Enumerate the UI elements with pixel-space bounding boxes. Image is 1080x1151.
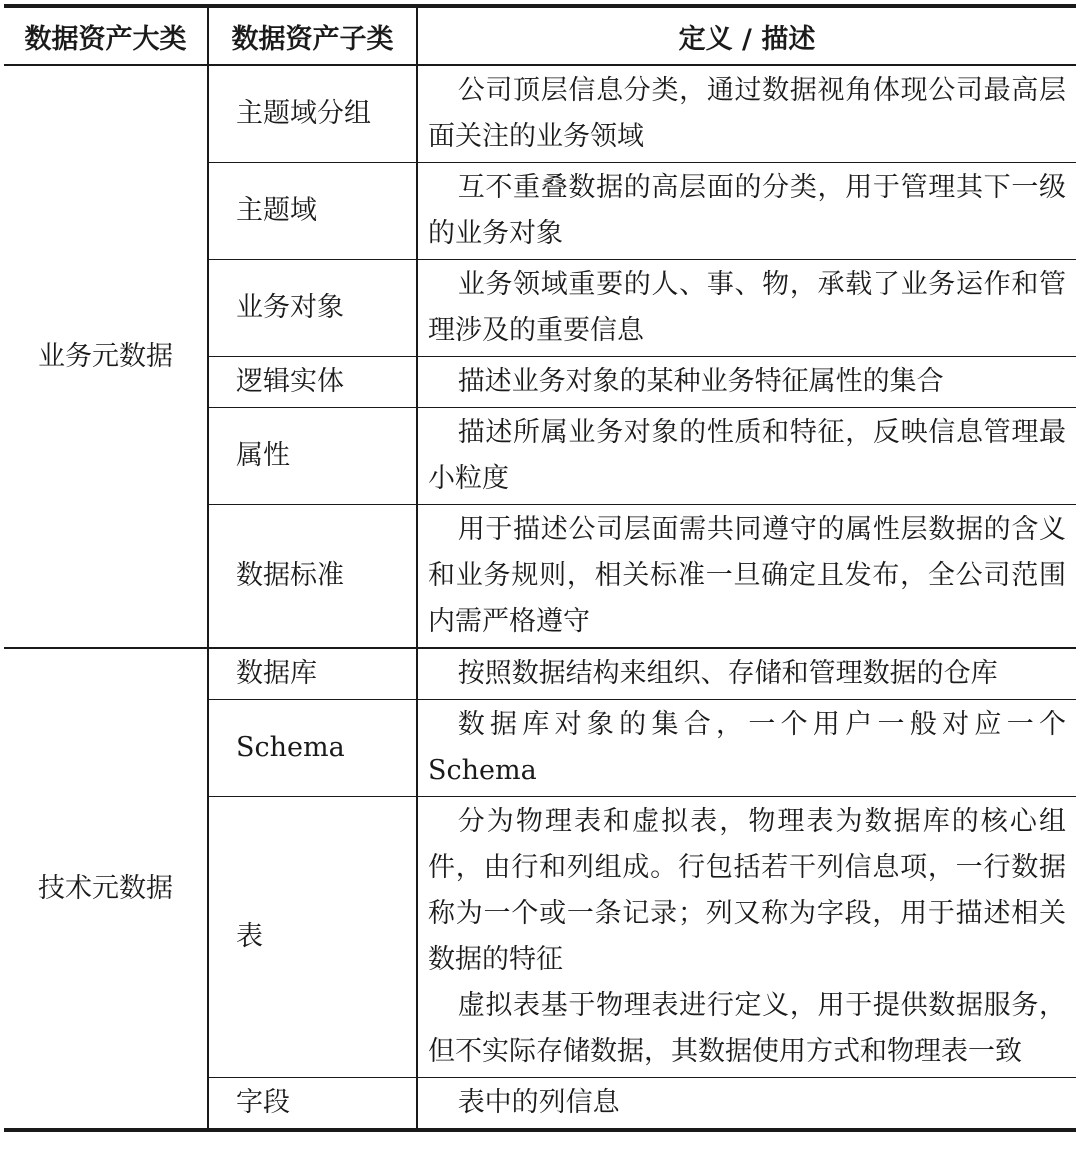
subcategory-cell: 字段 (208, 1078, 417, 1131)
subcategory-cell: 表 (208, 797, 417, 1078)
subcategory-cell: 主题域分组 (208, 65, 417, 163)
category-cell-technical: 技术元数据 (4, 648, 208, 1130)
description-cell (417, 505, 1076, 649)
description-cell (417, 648, 1076, 700)
metadata-classification-table (4, 4, 1076, 1132)
subcategory-cell: 数据库 (208, 648, 417, 700)
subcategory-cell: 主题域 (208, 163, 417, 260)
description-cell (417, 65, 1076, 163)
subcategory-cell: 属性 (208, 408, 417, 505)
description-cell (417, 163, 1076, 260)
subcategory-cell: 业务对象 (208, 260, 417, 357)
description-text: 描述所属业务对象的性质和特征，反映信息管理最小粒度 (428, 417, 1066, 494)
subcategory-cell: 数据标准 (208, 505, 417, 649)
table-row (4, 648, 1076, 700)
description-text: 虚拟表基于物理表进行定义，用于提供数据服务，但不实际存储数据，其数据使用方式和物理表一致 (428, 990, 1066, 1067)
description-cell (417, 700, 1076, 797)
header-row (4, 6, 1076, 65)
category-cell-business: 业务元数据 (4, 65, 208, 648)
subcategory-cell: 逻辑实体 (208, 357, 417, 408)
description-cell (417, 797, 1076, 1078)
subcategory-cell: Schema (208, 700, 417, 797)
header-subcategory: 数据资产子类 (208, 6, 417, 65)
description-text: 表中的列信息 (457, 1087, 620, 1118)
table-row (4, 65, 1076, 163)
description-text: 公司顶层信息分类，通过数据视角体现公司最高层面关注的业务领域 (428, 75, 1066, 152)
description-text: 数据库对象的集合，一个用户一般对应一个Schema (428, 709, 1066, 786)
description-text: 按照数据结构来组织、存储和管理数据的仓库 (457, 658, 998, 689)
description-text: 互不重叠数据的高层面的分类，用于管理其下一级的业务对象 (428, 172, 1066, 249)
description-cell (417, 408, 1076, 505)
header-definition: 定义 / 描述 (417, 6, 1076, 65)
header-category: 数据资产大类 (4, 6, 208, 65)
description-cell (417, 1078, 1076, 1131)
description-text: 业务领域重要的人、事、物，承载了业务运作和管理涉及的重要信息 (428, 269, 1066, 346)
description-cell (417, 357, 1076, 408)
description-text: 描述业务对象的某种业务特征属性的集合 (457, 366, 944, 397)
description-text: 用于描述公司层面需共同遵守的属性层数据的含义和业务规则，相关标准一旦确定且发布，全公司范围内需严格遵守 (428, 514, 1066, 637)
description-cell (417, 260, 1076, 357)
description-text: 分为物理表和虚拟表，物理表为数据库的核心组件，由行和列组成。行包括若干列信息项，一行数据称为一个或一条记录；列又称为字段，用于描述相关数据的特征 (428, 806, 1066, 975)
